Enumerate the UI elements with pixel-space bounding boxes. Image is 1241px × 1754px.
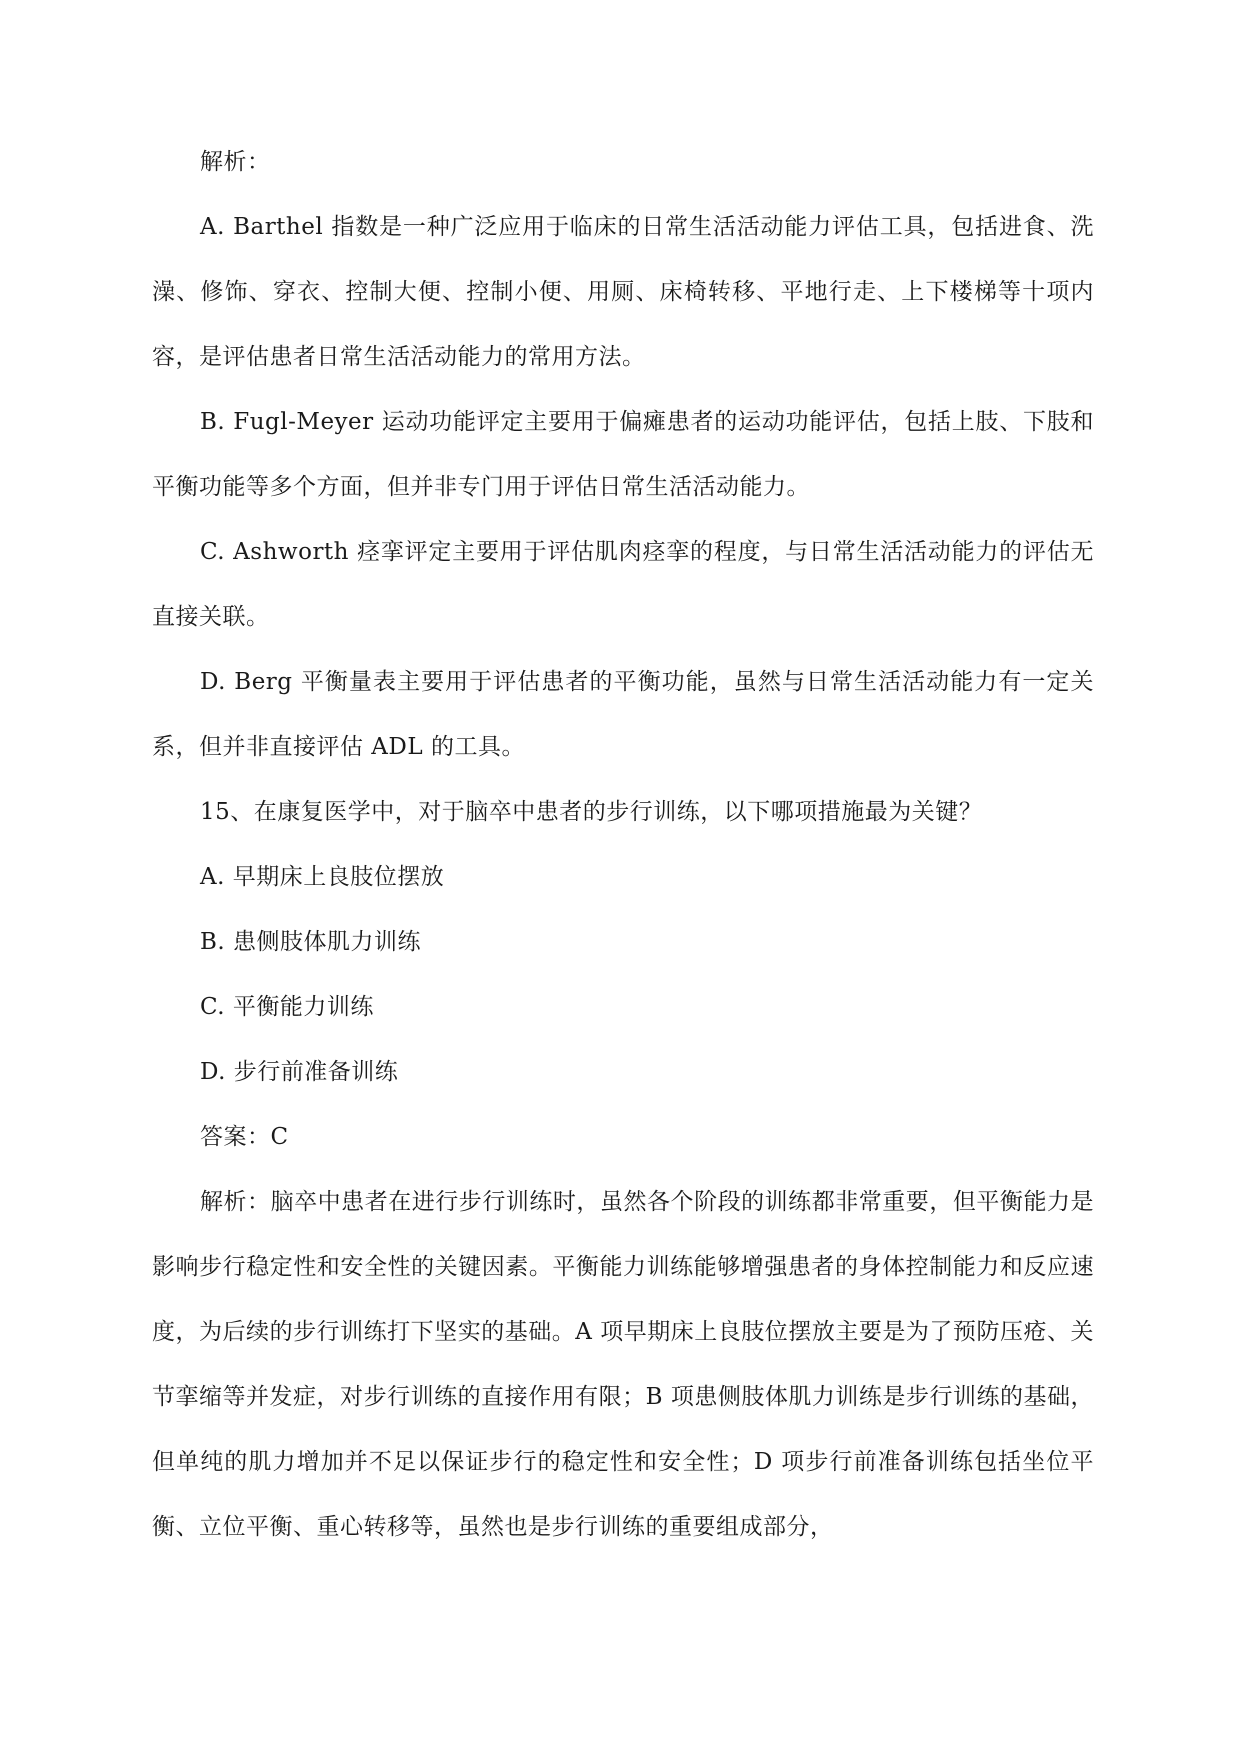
question-15-answer: 答案：C — [200, 1124, 289, 1150]
paragraph-analysis-label: 解析： — [200, 149, 271, 175]
question-15-option-b: B. 患侧肢体肌力训练 — [200, 929, 422, 955]
question-15-option-a: A. 早期床上良肢位摆放 — [200, 864, 445, 890]
paragraph-option-b-fugl-meyer: B. Fugl-Meyer 运动功能评定主要用于偏瘫患者的运动功能评估，包括上肢、下肢和平衡功能等多个方面，但并非专门用于评估日常生活活动能力。 — [152, 409, 1094, 500]
paragraph-option-c-ashworth: C. Ashworth 痉挛评定主要用于评估肌肉痉挛的程度，与日常生活活动能力的评估无直接关联。 — [152, 539, 1094, 630]
paragraph-option-d-berg: D. Berg 平衡量表主要用于评估患者的平衡功能，虽然与日常生活活动能力有一定关系，但并非直接评估 ADL 的工具。 — [152, 669, 1094, 760]
document-body — [152, 130, 1094, 1560]
question-15-option-d: D. 步行前准备训练 — [200, 1059, 399, 1085]
question-15-option-c: C. 平衡能力训练 — [200, 994, 374, 1020]
paragraph-option-a-barthel: A. Barthel 指数是一种广泛应用于临床的日常生活活动能力评估工具，包括进食、洗澡、修饰、穿衣、控制大便、控制小便、用厕、床椅转移、平地行走、上下楼梯等十项内容，是评估患者日常生活活动能力的常用方法。 — [152, 214, 1094, 370]
question-15: 15、在康复医学中，对于脑卒中患者的步行训练，以下哪项措施最为关键？ — [200, 799, 983, 825]
question-15-analysis: 解析：脑卒中患者在进行步行训练时，虽然各个阶段的训练都非常重要，但平衡能力是影响步行稳定性和安全性的关键因素。平衡能力训练能够增强患者的身体控制能力和反应速度，为后续的步行训练打下坚实的基础。A 项早期床上良肢位摆放主要是为了预防压疮、关节挛缩等并发症，对步行训练的直接作用有限；B 项患侧肢体肌力训练是步行训练的基础，但单纯的肌力增加并不足以保证步行的稳定性和安全性；D 项步行前准备训练包括坐位平衡、立位平衡、重心转移等，虽然也是步行训练的重要组成部分， — [152, 1189, 1094, 1540]
